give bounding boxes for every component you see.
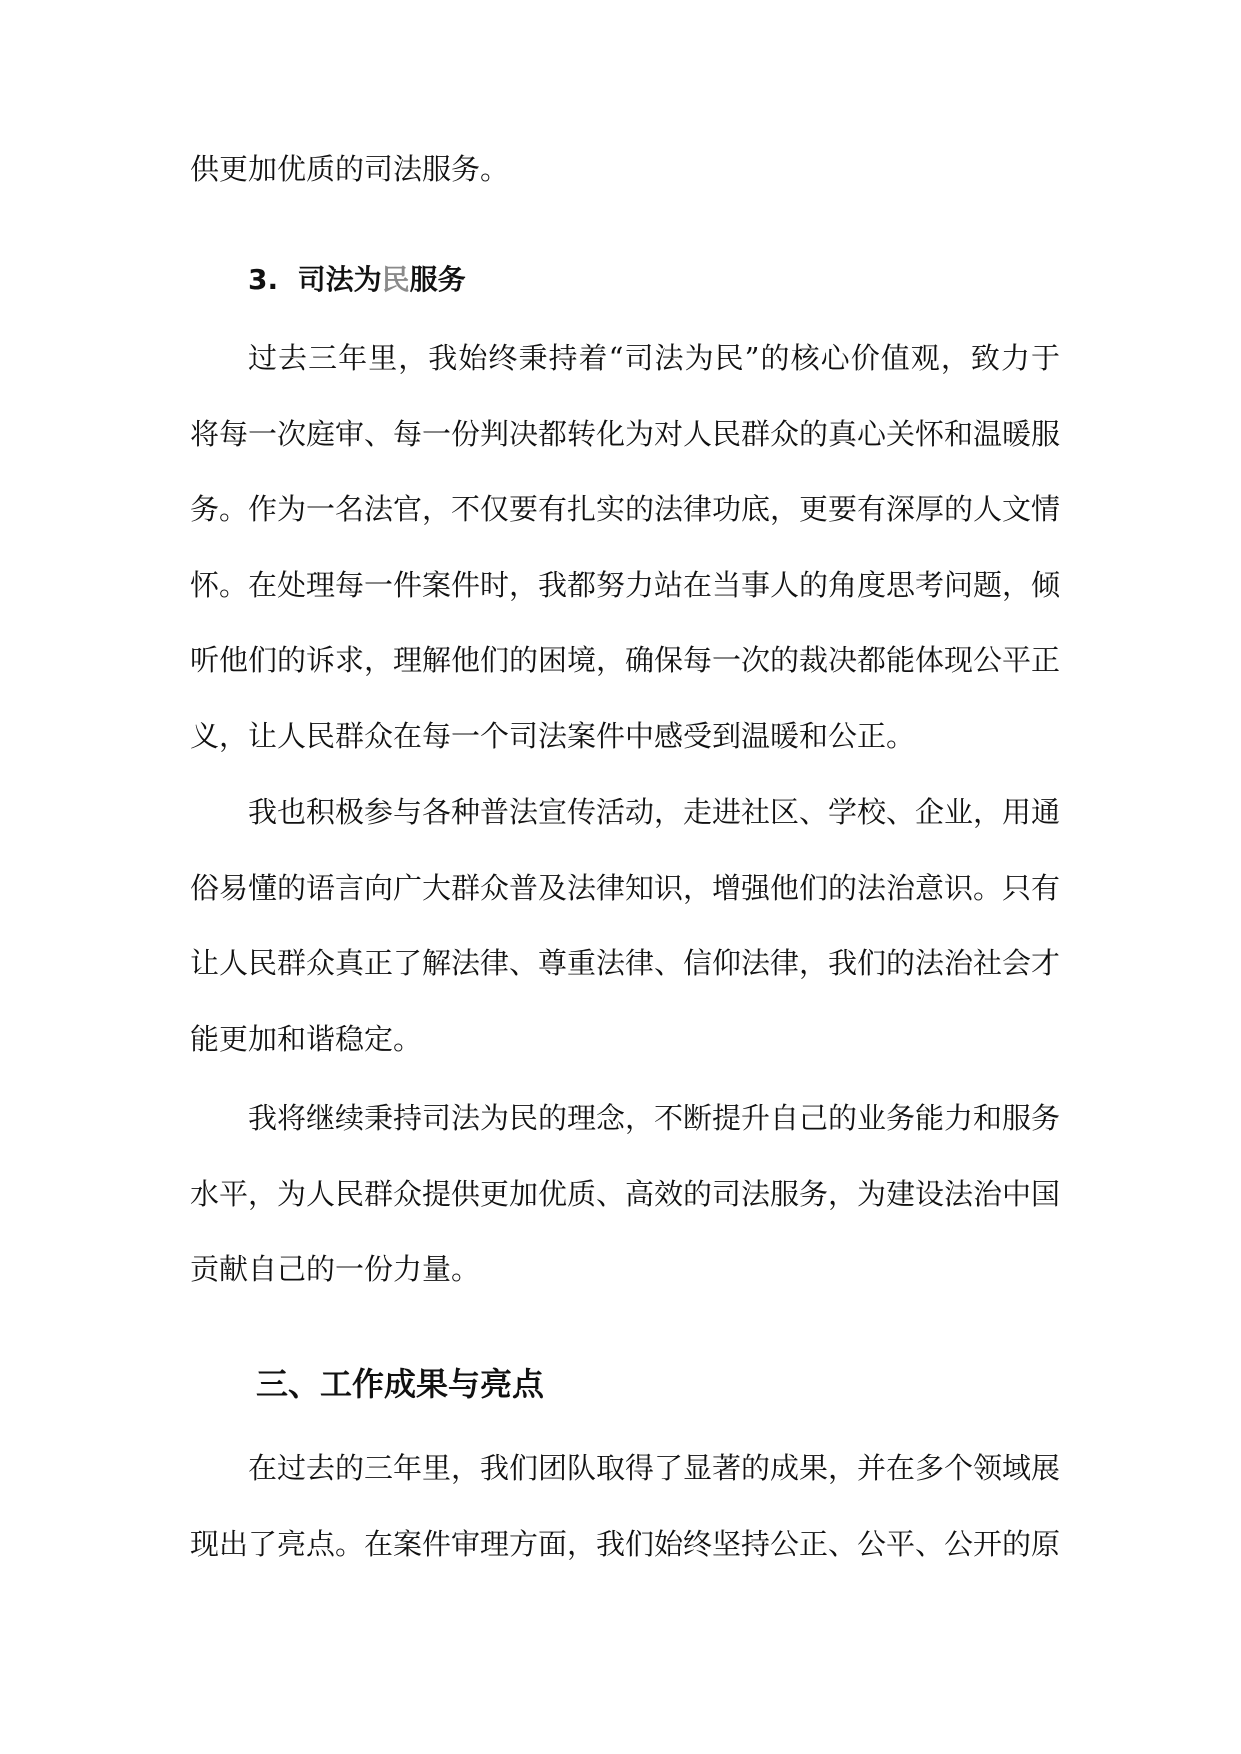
text-line: 让人民群众真正了解法律、尊重法律、信仰法律，我们的法治社会才 [190,946,1061,981]
text-line: 我将继续秉持司法为民的理念，不断提升自己的业务能力和服务 [248,1101,1061,1135]
subheading-number: 3. [248,263,279,296]
subheading-text-a: 司法为 [297,263,382,296]
text-line: 我也积极参与各种普法宣传活动，走进社区、学校、企业，用通 [248,795,1061,829]
text-line: 现出了亮点。在案件审理方面，我们始终坚持公正、公平、公开的原 [190,1526,1061,1561]
text-line: 过去三年里，我始终秉持着“司法为民”的核心价值观，致力于 [248,341,1060,375]
paragraph-1 [190,321,1060,775]
paragraph-2 [190,775,1060,1077]
subheading-3 [248,254,466,306]
text-line: 将每一次庭审、每一份判决都转化为对人民群众的真心关怀和温暖服 [190,416,1061,451]
text-line: 在过去的三年里，我们团队取得了显著的成果，并在多个领域展 [248,1451,1061,1485]
paragraph-0 [190,132,1060,208]
subheading-text-gray: 民 [381,263,410,296]
text-line: 贡献自己的一份力量。 [190,1252,481,1287]
subheading-text-b: 服务 [409,263,466,296]
text-line: 能更加和谐稳定。 [190,1021,423,1056]
section-heading: 三、工作成果与亮点 [256,1365,545,1403]
text-line: 听他们的诉求，理解他们的困境，确保每一次的裁决都能体现公平正 [190,643,1061,678]
text-line: 供更加优质的司法服务。 [190,152,510,186]
paragraph-4 [190,1431,1060,1582]
text-line: 俗易懂的语言向广大群众普及法律知识，增强他们的法治意识。只有 [190,870,1061,905]
paragraph-3 [190,1081,1060,1308]
text-line: 义，让人民群众在每一个司法案件中感受到温暖和公正。 [190,718,916,753]
text-line: 怀。在处理每一件案件时，我都努力站在当事人的角度思考问题，倾 [190,567,1061,602]
text-line: 水平，为人民群众提供更加优质、高效的司法服务，为建设法治中国 [190,1176,1061,1211]
text-line: 务。作为一名法官，不仅要有扎实的法律功底，更要有深厚的人文情 [190,492,1061,527]
